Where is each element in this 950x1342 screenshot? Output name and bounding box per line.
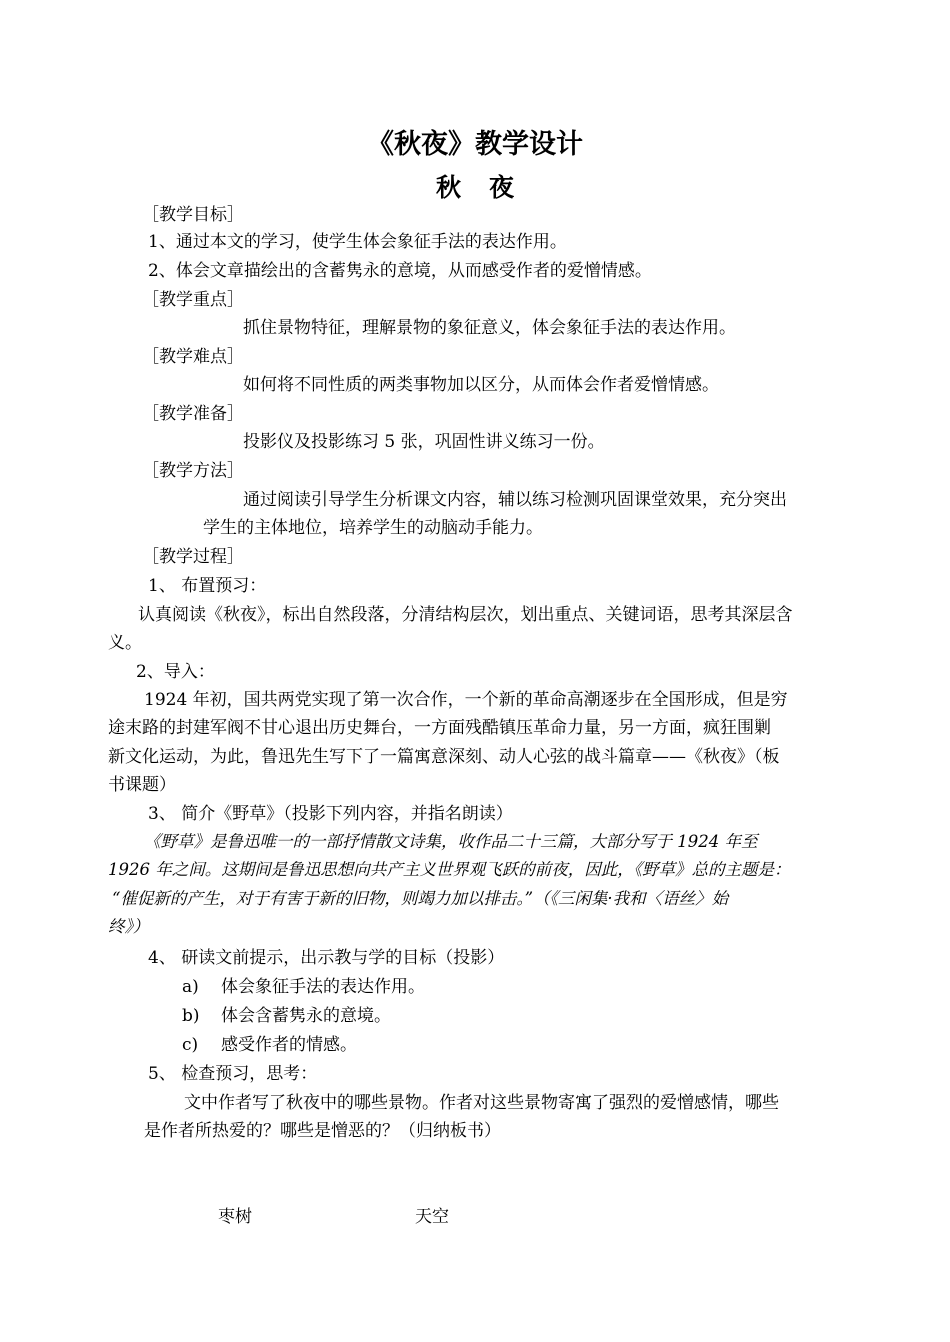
method-label: ［教学方法］ (142, 461, 244, 481)
goal-1: 1、通过本文的学习，使学生体会象征手法的表达作用。 (148, 232, 567, 252)
step-5-heading: 5、 检查预习，思考： (148, 1064, 318, 1084)
step-4-item-c: 感受作者的情感。 (221, 1035, 357, 1055)
step-4-heading: 4、 研读文前提示，出示教与学的目标（投影） (148, 948, 505, 968)
step-4-item-a: 体会象征手法的表达作用。 (221, 977, 425, 997)
prep-label: ［教学准备］ (142, 404, 244, 424)
step-2-line-4: 书课题） (108, 775, 176, 795)
step-4-item-b: 体会含蓄隽永的意境。 (221, 1006, 391, 1026)
difficulty-text: 如何将不同性质的两类事物加以区分，从而体会作者爱憎情感。 (243, 375, 719, 395)
step-1-line-1: 认真阅读《秋夜》，标出自然段落，分清结构层次，划出重点、关键词语，思考其深层含 (138, 605, 793, 625)
board-left-item: 枣树 (218, 1207, 252, 1227)
goal-2: 2、体会文章描绘出的含蓄隽永的意境，从而感受作者的爱憎情感。 (148, 261, 652, 281)
key-label: ［教学重点］ (142, 290, 244, 310)
step-3-heading: 3、 简介《野草》（投影下列内容，并指名朗读） (148, 804, 513, 824)
process-label: ［教学过程］ (142, 547, 244, 567)
document-title: 《秋夜》教学设计 (367, 129, 583, 160)
step-1-line-2: 义。 (108, 633, 142, 653)
board-right-item: 天空 (415, 1207, 449, 1227)
step-4-item-a-marker: a) (182, 977, 199, 997)
step-2-line-1: 1924 年初，国共两党实现了第一次合作，一个新的革命高潮逐步在全国形成，但是穷 (144, 690, 788, 710)
step-3-line-4: 终》） (108, 917, 150, 936)
step-2-line-2: 途末路的封建军阀不甘心退出历史舞台，一方面残酷镇压革命力量，另一方面，疯狂围剿 (108, 718, 771, 738)
method-line-1: 通过阅读引导学生分析课文内容，辅以练习检测巩固课堂效果，充分突出 (243, 490, 787, 510)
step-3-line-2: 1926 年之间。这期间是鲁迅思想向共产主义世界观飞跃的前夜，因此，《野草》总的主题是： (108, 860, 791, 879)
goals-label: ［教学目标］ (142, 205, 244, 225)
step-5-line-2: 是作者所热爱的？哪些是憎恶的？（归纳板书） (144, 1121, 501, 1141)
difficulty-label: ［教学难点］ (142, 347, 244, 367)
step-1-heading: 1、 布置预习： (148, 576, 267, 596)
document-subtitle: 秋夜 (435, 173, 542, 202)
step-2-line-3: 新文化运动，为此，鲁迅先生写下了一篇寓意深刻、动人心弦的战斗篇章——《秋夜》（板 (108, 747, 780, 767)
prep-text: 投影仪及投影练习 5 张，巩固性讲义练习一份。 (243, 432, 605, 452)
method-line-2: 学生的主体地位，培养学生的动脑动手能力。 (203, 518, 543, 538)
step-4-item-c-marker: c) (182, 1035, 199, 1055)
step-3-line-1: 《野草》是鲁迅唯一的一部抒情散文诗集，收作品二十三篇，大部分写于 1924 年至 (144, 832, 758, 851)
step-4-item-b-marker: b) (182, 1006, 200, 1026)
step-5-line-1: 文中作者写了秋夜中的哪些景物。作者对这些景物寄寓了强烈的爱憎感情，哪些 (184, 1093, 779, 1113)
step-3-line-3: “催促新的产生，对于有害于新的旧物，则竭力加以排击。”（《三闲集·我和〈语丝〉始 (112, 889, 729, 908)
key-text: 抓住景物特征，理解景物的象征意义，体会象征手法的表达作用。 (243, 318, 736, 338)
step-2-heading: 2、导入： (136, 662, 215, 682)
